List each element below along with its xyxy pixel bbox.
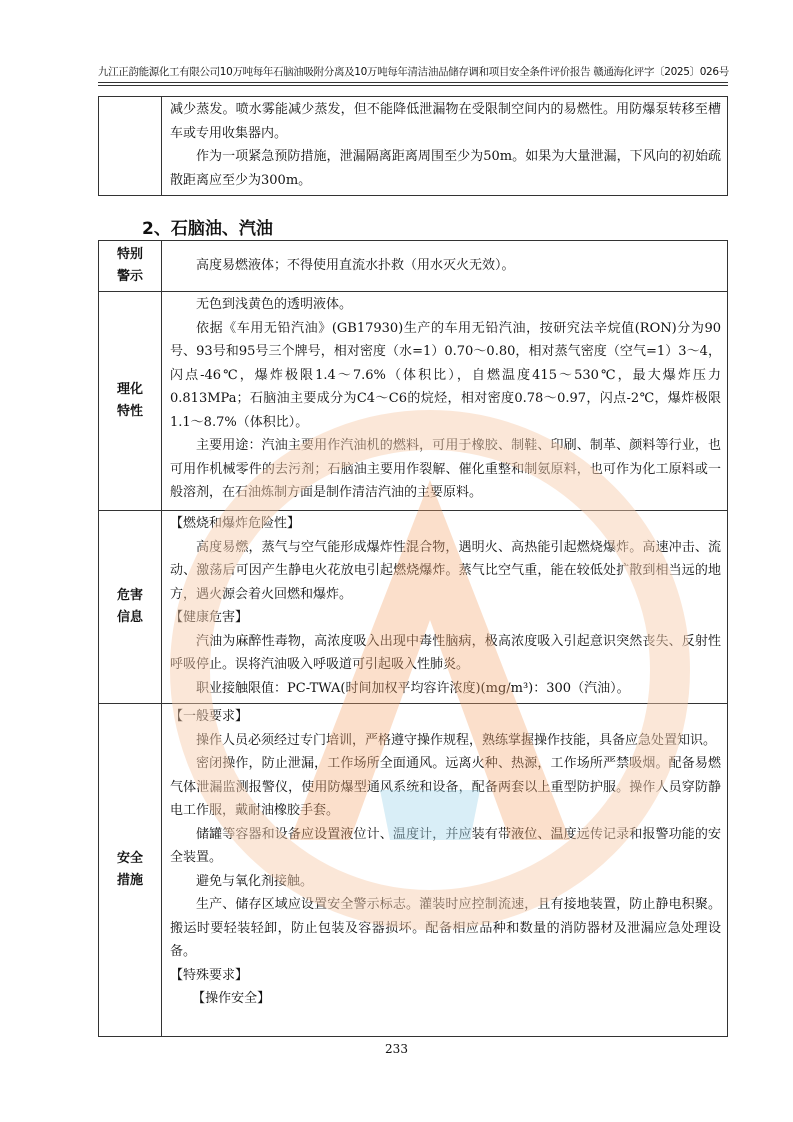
label-hazard: 危害 信息 bbox=[99, 511, 162, 704]
safety-cell bbox=[162, 704, 728, 1037]
section-title: 2、石脑油、汽油 bbox=[142, 219, 273, 239]
hazard-fire-text: 高度易燃，蒸气与空气能形成爆炸性混合物，遇明火、高热能引起燃烧爆炸。高速冲击、流动、激荡后可因产生静电火花放电引起燃烧爆炸。蒸气比空气重，能在较低处扩散到相当远的地方，遇火源会着火回燃和爆炸。 bbox=[170, 539, 721, 602]
table-row bbox=[99, 97, 728, 196]
safety-paragraph: 避免与氧化剂接触。 bbox=[196, 873, 314, 889]
hazard-health-text: 汽油为麻醉性毒物，高浓度吸入出现中毒性脑病，极高浓度吸入引起意识突然丧失、反射性呼吸停止。误将汽油吸入呼吸道可引起吸入性肺炎。 bbox=[170, 633, 721, 672]
hazard-exposure-text: 职业接触限值：PC-TWA(时间加权平均容许浓度)(mg/m³)：300（汽油）。 bbox=[196, 680, 630, 696]
hazard-cell bbox=[162, 511, 728, 704]
label-safety: 安全 措施 bbox=[99, 704, 162, 1037]
leak-paragraph: 作为一项紧急预防措施，泄漏隔离距离周围至少为50m。如果为大量泄漏，下风向的初始疏散距离应至少为300m。 bbox=[170, 149, 721, 188]
label-properties: 理化 特性 bbox=[99, 292, 162, 511]
safety-heading-special: 【特殊要求】 bbox=[170, 967, 249, 983]
table-row-warning bbox=[99, 241, 728, 292]
properties-paragraph: 依据《车用无铅汽油》(GB17930)生产的车用无铅汽油，按研究法辛烷值(RON)分为90号、93号和95号三个牌号，相对密度（水=1）0.70～0.80，相对蒸气密度（空气=1）3～4，闪点-46℃，爆炸极限1.4～7.6%（体积比），自燃温度415～530℃，最大爆炸压力0.813MPa；石脑油主要成分为C4～C6的烷烃，相对密度0.78～0.97，闪点-2℃，爆炸极限1.1～8.7%（体积比）。 bbox=[170, 320, 721, 430]
safety-paragraph: 生产、储存区域应设置安全警示标志。灌装时应控制流速，且有接地装置，防止静电积聚。搬运时要轻装轻卸，防止包装及容器损坏。配备相应品种和数量的消防器材及泄漏应急处理设备。 bbox=[170, 897, 721, 959]
warning-text: 高度易燃液体；不得使用直流水扑救（用水灭火无效）。 bbox=[196, 258, 515, 274]
leak-paragraph: 减少蒸发。喷水雾能减少蒸发，但不能降低泄漏物在受限制空间内的易燃性。用防爆泵转移至槽车或专用收集器内。 bbox=[170, 102, 721, 141]
top-continuation-table bbox=[98, 96, 728, 196]
header-rule-double bbox=[98, 85, 728, 86]
report-header: 九江正韵能源化工有限公司10万吨每年石脑油吸附分离及10万吨每年清洁油品储存调和项目安全条件评价报告 赣通海化评字〔2025〕026号 bbox=[98, 66, 729, 78]
properties-paragraph: 无色到浅黄色的透明液体。 bbox=[196, 297, 353, 312]
properties-cell bbox=[162, 292, 728, 511]
safety-heading-general: 【一般要求】 bbox=[170, 709, 249, 724]
hazard-heading-fire: 【燃烧和爆炸危险性】 bbox=[170, 516, 301, 531]
table-row-hazard bbox=[99, 511, 728, 704]
header-rule bbox=[98, 82, 728, 83]
msds-table bbox=[98, 240, 728, 1037]
safety-paragraph: 密闭操作，防止泄漏，工作场所全面通风。远离火种、热源，工作场所严禁吸烟。配备易燃气体泄漏监测报警仪，使用防爆型通风系统和设备，配备两套以上重型防护服。操作人员穿防静电工作服，戴耐油橡胶手套。 bbox=[170, 756, 721, 818]
properties-paragraph: 主要用途：汽油主要用作汽油机的燃料，可用于橡胶、制鞋、印刷、制革、颜料等行业，也可用作机械零件的去污剂；石脑油主要用作裂解、催化重整和制氨原料，也可作为化工原料或一般溶剂，在石油炼制方面是制作清洁汽油的主要原料。 bbox=[170, 438, 721, 500]
safety-heading-operation: 【操作安全】 bbox=[192, 991, 271, 1006]
hazard-heading-health: 【健康危害】 bbox=[170, 610, 249, 625]
warning-cell bbox=[162, 241, 728, 292]
empty-label-cell bbox=[99, 97, 162, 196]
safety-paragraph: 操作人员必须经过专门培训，严格遵守操作规程，熟练掌握操作技能，具备应急处置知识。 bbox=[196, 732, 717, 748]
leak-continuation-cell bbox=[162, 97, 728, 196]
safety-paragraph: 储罐等容器和设备应设置液位计、温度计，并应装有带液位、温度远传记录和报警功能的安全装置。 bbox=[170, 826, 721, 865]
page-number: 233 bbox=[385, 1042, 408, 1056]
table-row-safety bbox=[99, 704, 728, 1037]
table-row-properties bbox=[99, 292, 728, 511]
label-warning: 特别 警示 bbox=[99, 241, 162, 292]
